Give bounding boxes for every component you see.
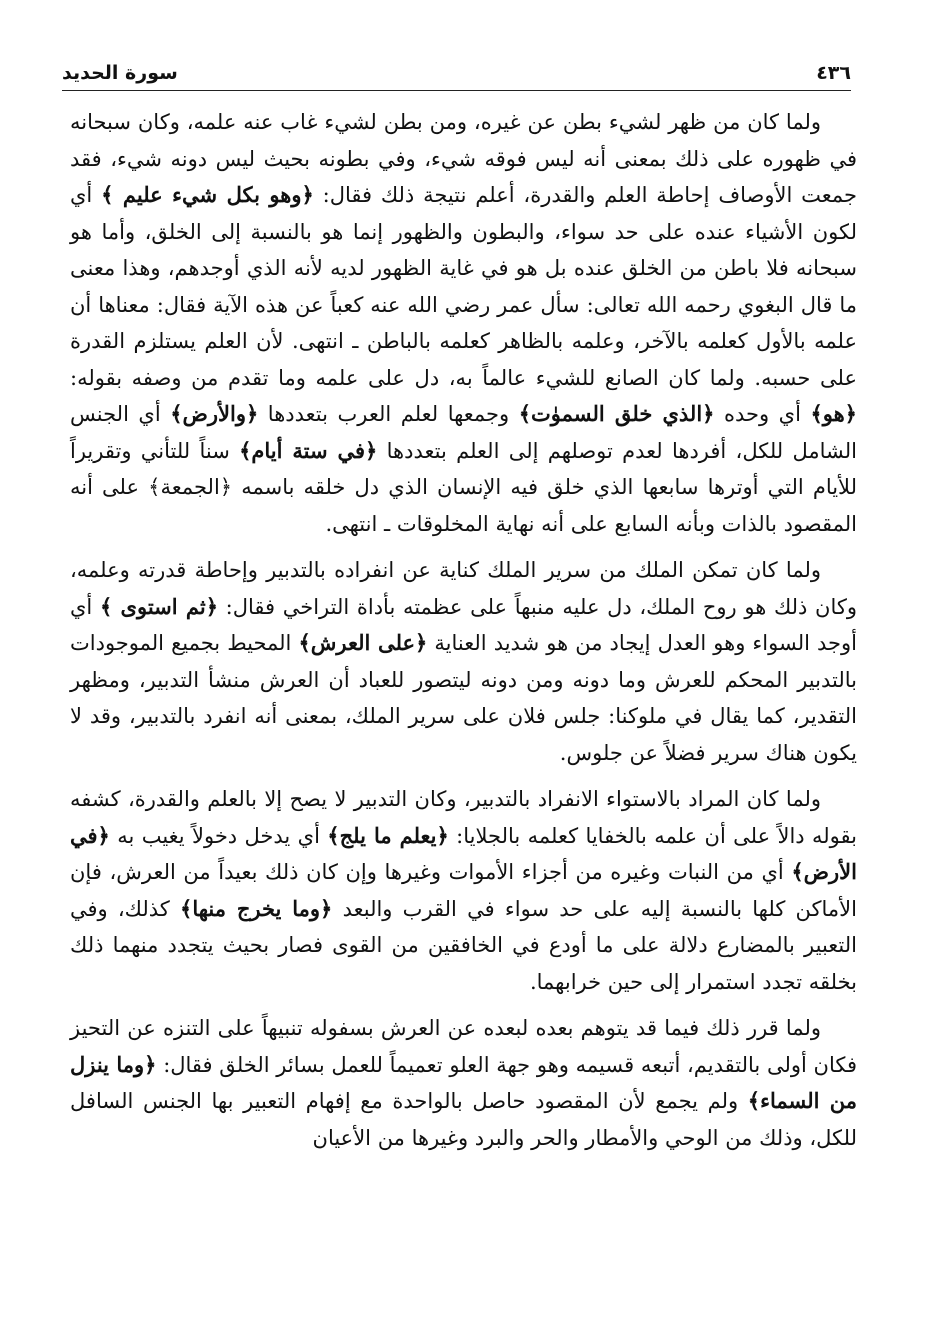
quran-quote: ﴿وما يخرج منها﴾ bbox=[180, 895, 333, 921]
page-header bbox=[62, 56, 851, 91]
surah-title: سورة الحديد bbox=[62, 62, 178, 84]
paragraph bbox=[70, 1010, 857, 1156]
text-segment: على أنه المقصود بالذات وبأنه السابع على أنه نهاية المخلوقات ـ انتهى. bbox=[70, 475, 857, 536]
text-segment: ولما كان من ظهر لشيء بطن عن غيره، ومن بطن لشيء غاب عنه علمه، وكان سبحانه في ظهوره على ذلك بمعنى أنه ليس فوقه شيء، وفي بطونه بحيث ليس دونه شيء، فقد جمعت الأوصاف إحاطة العلم والقدرة، أعلم نتيجة ذلك فقال: bbox=[70, 110, 857, 207]
quran-quote: ﴿والأرض﴾ bbox=[170, 401, 259, 426]
text-segment: كذلك، وفي التعبير بالمضارع دلالة على ما أودع في الخافقين من القوى فصار بحيث يتجدد منهما ذلك بخلقه تجدد استمرار إلى حين خرابهما. bbox=[70, 896, 857, 994]
text-segment: سناً للتأني وتقريراً للأيام التي أوترها سابعها الذي خلق فيه الإنسان الذي دل خلقه باسمه bbox=[70, 438, 857, 499]
body-text bbox=[70, 104, 857, 1166]
text-segment: المحيط بجميع الموجودات بالتدبير المحكم للعرش وما دونه ومن دونه ليتصور للعباد أن العرش منشأ التدبير، ومظهر التقدير، كما يقال في ملوكنا: جلس فلان على سرير الملك، بمعنى أنه انفرد بالتدبير، وقد لا يكون هناك سرير فضلاً عن جلوس. bbox=[70, 631, 857, 765]
text-segment: أي يدخل دخولاً يغيب به bbox=[109, 823, 328, 848]
paragraph bbox=[70, 552, 857, 771]
quran-quote: ﴿على العرش﴾ bbox=[298, 630, 428, 655]
text-segment: أي من النبات وغيره من أجزاء الأموات وغيرها وإن كان ذلك بعيداً من العرش، فإن الأماكن كلها بالنسبة إليه على حد سواء في القرب والبعد bbox=[70, 860, 857, 921]
text-segment: أي لكون الأشياء عنده على حد سواء، والبطون والظهور إنما هو بالنسبة إلى الخلق، وأما هو سبحانه فلا باطن من الخلق عنده بل هو في غاية الظهور لديه لأنه الذي أوجدهم، وهذا معنى ما قال البغوي رحمه الله تعالى: سأل عمر رضي الله عنه كعباً عن هذه الآية فقال: معناها أن علمه بالأول كعلمه بالآخر، وعلمه بالظاهر كعلمه بالباطن ـ انتهى. لأن العلم يستلزم القدرة على حسبه. ولما كان الصانع للشيء عالماً به، دل على علمه وما تقدم من وصفه بقوله: bbox=[70, 183, 857, 390]
quran-quote: ﴿في ستة أيام﴾ bbox=[239, 437, 378, 463]
text-segment: وجمعها لعلم العرب بتعددها bbox=[258, 402, 519, 426]
quran-quote: ﴿وهو بكل شيء عليم ﴾ bbox=[101, 182, 314, 207]
quran-quote: ﴿في الأرض﴾ bbox=[70, 822, 857, 884]
text-segment: أي الجنس الشامل للكل، أفردها لعدم توصلهم إلى العلم بتعددها bbox=[70, 402, 857, 463]
text-segment: ولما كان تمكن الملك من سرير الملك كناية عن انفراده بالتدبير وإحاطة قدرته وعلمه، وكان ذلك هو روح الملك، دل عليه منبهاً على عظمته بأداة التراخي فقال: bbox=[70, 558, 858, 619]
paragraph bbox=[70, 781, 857, 1000]
quran-quote: ﴿يعلم ما يلج﴾ bbox=[327, 822, 449, 848]
page-number: ٤٣٦ bbox=[816, 62, 851, 84]
quran-quote: ﴿ثم استوى ﴾ bbox=[99, 593, 219, 619]
quran-quote: ﴿هو﴾ bbox=[810, 401, 857, 426]
paragraph bbox=[70, 104, 857, 542]
text-segment: ولم يجمع لأن المقصود حاصل بالواحدة مع إفهام التعبير بها الجنس السافل للكل، وذلك من الوحي والأمطار والحر والبرد وغيرها من الأعيان bbox=[70, 1089, 857, 1150]
text-segment: أي وحده bbox=[714, 402, 811, 426]
quran-quote: ﴿وما ينزل من السماء﴾ bbox=[70, 1051, 858, 1113]
text-segment: أي أوجد السواء وهو العدل إيجاد من هو شديد العناية bbox=[70, 594, 857, 655]
text-segment: ولما كان المراد بالاستواء الانفراد بالتدبير، وكان التدبير لا يصح إلا بالعلم والقدرة، كشفه بقوله دالاً على أن علمه بالخفايا كعلمه بالجلايا: bbox=[70, 787, 857, 848]
text-segment: ﴿الجمعة﴾ bbox=[148, 475, 233, 499]
text-segment: ولما قرر ذلك فيما قد يتوهم بعده لبعده عن العرش بسفوله تنبيهاً على التنزه عن التحيز فكان أولى بالتقديم، أتبعه قسيمه وهو جهة العلو تعميماً للعمل بسائر الخلق فقال: bbox=[70, 1016, 857, 1077]
quran-quote: ﴿الذي خلق السموٰت﴾ bbox=[518, 401, 715, 426]
